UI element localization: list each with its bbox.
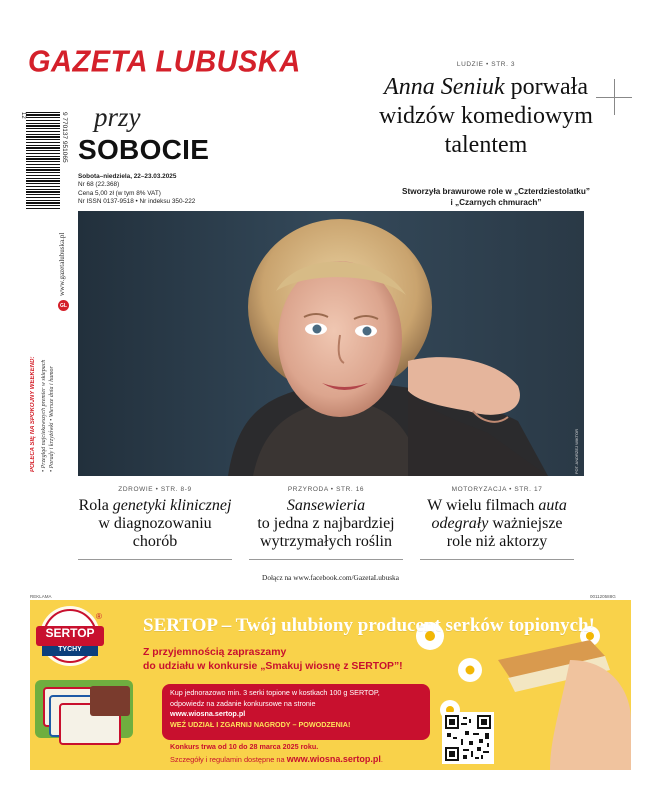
story-title-line3: chorób	[132, 533, 178, 550]
story-title-italic: auta	[538, 497, 567, 514]
registered-mark: ®	[96, 612, 102, 621]
sertop-logo-city: TYCHY	[58, 646, 82, 653]
sidebar-items	[40, 352, 60, 472]
story-nature[interactable]	[249, 486, 403, 560]
story-title-line1: W wielu filmach	[427, 497, 539, 514]
sidebar-title: POLECA SIĘ NA SPOKOJNY WEEKEND:	[30, 356, 36, 472]
barcode-issue: 12	[20, 112, 26, 119]
lead-headline-line3: talentem	[444, 132, 528, 158]
story-title-italic: Sansewieria	[286, 497, 366, 514]
ad-contest-url[interactable]: www.wiosna.sertop.pl	[170, 709, 246, 719]
ad-dates: Konkurs trwa od 10 do 28 marca 2025 roku.	[170, 742, 319, 751]
ad-code: 001120588G	[590, 594, 616, 599]
ad-box-line1: Kup jednorazowo min. 3 serki topione w kostkach 100 g SERTOP,	[170, 688, 380, 697]
story-title	[420, 497, 574, 551]
story-title-italic-2: odegrały	[431, 515, 489, 532]
website-link[interactable]: www.gazetalubuska.pl	[58, 232, 66, 296]
story-kicker: PRZYRODA • STR. 16	[287, 486, 365, 493]
crop-mark-vertical	[614, 79, 615, 115]
divider	[78, 559, 232, 560]
ad-headline: SERTOP – Twój ulubiony producent serków topionych!	[143, 615, 595, 636]
portrait-illustration	[78, 211, 584, 476]
sidebar-item: • Porady i krzyżówki • Wiersze dnia i humor	[49, 366, 55, 472]
ad-intro	[143, 646, 443, 674]
masthead-logo: GAZETA LUBUSKA	[28, 45, 301, 79]
lead-headline-line1: porwała	[504, 74, 588, 100]
story-kicker: ZDROWIE • STR. 8-9	[118, 486, 192, 493]
story-health[interactable]	[78, 486, 232, 560]
lead-subheading	[380, 186, 612, 208]
ad-intro-line1: Z przyjemnością zapraszamy	[143, 647, 287, 658]
lead-headline-line2: widzów komediowym	[379, 103, 593, 129]
lead-sub-line2: i „Czarnych chmurach”	[450, 198, 542, 207]
sertop-logo-brand: SERTOP	[45, 626, 95, 640]
divider	[420, 559, 574, 560]
ad-reg-url[interactable]: www.wiosna.sertop.pl	[286, 754, 381, 764]
issue-number: Nr 68 (22.368)	[78, 181, 120, 189]
facebook-link[interactable]: Dołącz na www.facebook.com/GazetaLubuska	[262, 573, 399, 582]
story-kicker: MOTORYZACJA • STR. 17	[451, 486, 543, 493]
issue-price: Cena 5,00 zł (w tym 8% VAT)	[78, 189, 161, 197]
barcode	[26, 112, 60, 210]
ad-cta: WEŹ UDZIAŁ I ZGARNIJ NAGRODY – POWODZENIA!	[170, 719, 351, 729]
story-title-line3: wytrzymałych roślin	[260, 533, 392, 550]
story-title	[249, 497, 403, 551]
ad-box-line2: odpowiedz na zadanie konkursowe na stronie	[170, 698, 316, 708]
story-title-line2: to jedna z najbardziej	[257, 515, 395, 532]
sidebar-item: • Przegląd najciekawszych premier w sklepach	[41, 359, 47, 472]
story-title-line1: Rola	[78, 497, 113, 514]
story-title	[78, 497, 232, 551]
story-title-line3: role niż aktorzy	[446, 533, 548, 550]
issue-issn: Nr ISSN 0137-9518 • Nr indeksu 350-222	[78, 197, 196, 205]
lead-headline-name: Anna Seniuk	[384, 74, 505, 100]
sertop-logo	[38, 626, 102, 640]
issue-info	[78, 173, 278, 206]
qr-code[interactable]	[442, 712, 494, 764]
lead-headline[interactable]	[340, 73, 632, 160]
ad-contest-box	[162, 684, 430, 740]
cover-photo	[78, 211, 584, 476]
barcode-number: 9 770137 951065	[61, 112, 68, 163]
issue-date: Sobota–niedziela, 22–23.03.2025	[78, 173, 177, 180]
supplement-logo-sobocie: SOBOCIE	[78, 134, 210, 165]
gl-logo-icon: GL	[58, 300, 69, 311]
ad-label: REKLAMA	[30, 594, 52, 599]
divider	[249, 559, 403, 560]
sertop-advert[interactable]	[30, 600, 631, 770]
story-title-line2: w diagnozowaniu	[98, 515, 212, 532]
lead-kicker: LUDZIE • STR. 3	[456, 61, 516, 68]
lead-sub-line1: Stworzyła brawurowe role w „Czterdziestolatku”	[402, 187, 590, 196]
story-title-line2: ważniejsze	[488, 515, 563, 532]
ad-reg-end: .	[380, 755, 383, 764]
ad-reg-text: Szczegóły i regulamin dostępne na	[170, 755, 287, 764]
qr-code-icon	[445, 715, 491, 761]
supplement-logo-przy: przy	[94, 102, 141, 132]
ad-regulations	[170, 754, 383, 764]
photo-credit: FOT. ANDRZEJ WIKTOR	[574, 428, 579, 474]
story-title-italic: genetyki klinicznej	[112, 497, 232, 514]
ad-intro-line2: do udziału w konkursie „Smakuj wiosnę z SERTOP”!	[143, 661, 403, 672]
story-motoring[interactable]	[420, 486, 574, 560]
